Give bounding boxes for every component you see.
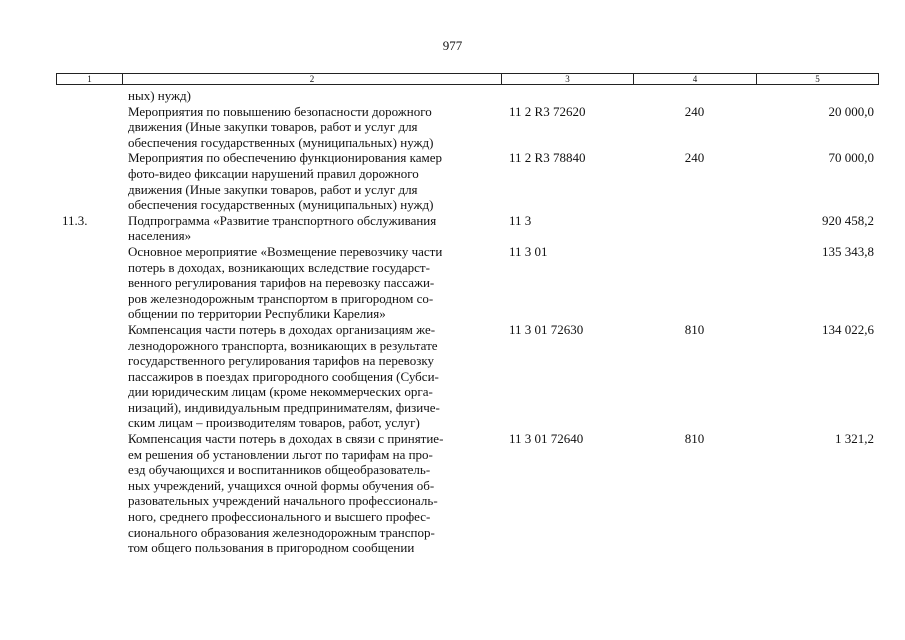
table-row <box>56 244 878 322</box>
row-kind: 810 <box>684 321 705 337</box>
column-header-table <box>56 73 879 85</box>
row-code: 11 3 01 72630 <box>509 321 584 337</box>
row-description <box>122 104 501 151</box>
description-line: Компенсация части потерь в доходах в связи с принятие- <box>128 431 444 447</box>
row-number: 11.3. <box>62 212 88 228</box>
column-header-2: 2 <box>123 74 502 85</box>
row-code: 11 3 <box>509 212 532 228</box>
row-kind: 810 <box>684 431 705 447</box>
description-line: движения (Иные закупки товаров, работ и услуг для <box>128 119 418 135</box>
row-description <box>122 322 501 431</box>
column-header-1: 1 <box>57 74 123 85</box>
description-line: лезнодорожного транспорта, возникающих в результате <box>128 337 438 353</box>
description-line: обеспечения государственных (муниципальных) нужд) <box>128 134 434 150</box>
table-row <box>56 150 878 212</box>
description-line: Подпрограмма «Развитие транспортного обслуживания <box>128 212 437 228</box>
description-line: ных) нужд) <box>128 88 191 103</box>
row-description <box>122 88 501 104</box>
description-line: ных учреждений, учащихся очной формы обучения об- <box>128 477 435 493</box>
description-line: ем решения об установлении льгот по тарифам на про- <box>128 446 433 462</box>
description-line: том общего пользования в пригородном сообщении <box>128 540 415 556</box>
row-code: 11 2 R3 78840 <box>509 150 586 166</box>
table-row <box>56 431 878 556</box>
table-row <box>56 322 878 431</box>
description-line: Компенсация части потерь в доходах организациям же- <box>128 321 436 337</box>
table-row <box>56 104 878 151</box>
row-code: 11 3 01 72640 <box>509 431 584 447</box>
description-line: фото-видео фиксации нарушений правил дорожного <box>128 165 419 181</box>
description-line: пассажиров в поездах пригородного сообщения (Субси- <box>128 368 439 384</box>
table-row <box>56 213 878 244</box>
description-line: венного регулирования тарифов на перевозку пассажи- <box>128 275 435 291</box>
row-description <box>122 213 501 244</box>
description-line: населения» <box>128 228 192 244</box>
column-header-row <box>57 74 879 85</box>
description-line: обеспечения государственных (муниципальных) нужд) <box>128 197 434 213</box>
description-line: ским лицам – производителям товаров, работ, услуг) <box>128 415 420 431</box>
row-amount: 70 000,0 <box>828 150 874 166</box>
row-code: 11 2 R3 72620 <box>509 103 586 119</box>
description-line: движения (Иные закупки товаров, работ и услуг для <box>128 181 418 197</box>
row-amount: 920 458,2 <box>822 212 874 228</box>
table-body <box>56 88 878 556</box>
description-line: Мероприятия по повышению безопасности дорожного <box>128 103 432 119</box>
description-line: езд обучающихся и воспитанников общеобразователь- <box>128 462 431 478</box>
description-line: дии юридическим лицам (кроме некоммерческих орга- <box>128 384 433 400</box>
row-kind: 240 <box>684 150 705 166</box>
description-line: низаций), индивидуальным предпринимателям, физиче- <box>128 399 440 415</box>
column-header-4: 4 <box>634 74 757 85</box>
row-description <box>122 431 501 556</box>
description-line: ного, среднего профессионального и высшего профес- <box>128 509 431 525</box>
description-line: потерь в доходах, возникающих вследствие государст- <box>128 259 430 275</box>
row-amount: 135 343,8 <box>822 243 874 259</box>
description-line: общении по территории Республики Карелия» <box>128 306 386 322</box>
row-description <box>122 150 501 212</box>
description-line: государственного регулирования тарифов на перевозку <box>128 353 434 369</box>
row-amount: 1 321,2 <box>835 431 874 447</box>
row-amount: 20 000,0 <box>828 103 874 119</box>
row-code: 11 3 01 <box>509 243 548 259</box>
row-description <box>122 244 501 322</box>
column-header-5: 5 <box>757 74 879 85</box>
page-number: 977 <box>442 38 463 53</box>
column-header-3: 3 <box>502 74 634 85</box>
description-line: ров железнодорожным транспортом в пригородном со- <box>128 290 434 306</box>
row-amount: 134 022,6 <box>822 321 874 337</box>
description-line: Основное мероприятие «Возмещение перевозчику части <box>128 243 443 259</box>
row-kind: 240 <box>684 103 705 119</box>
description-line: сионального образования железнодорожным транспор- <box>128 524 435 540</box>
description-line: Мероприятия по обеспечению функционирования камер <box>128 150 442 166</box>
table-row <box>56 88 878 104</box>
description-line: разовательных учреждений начального профессиональ- <box>128 493 438 509</box>
